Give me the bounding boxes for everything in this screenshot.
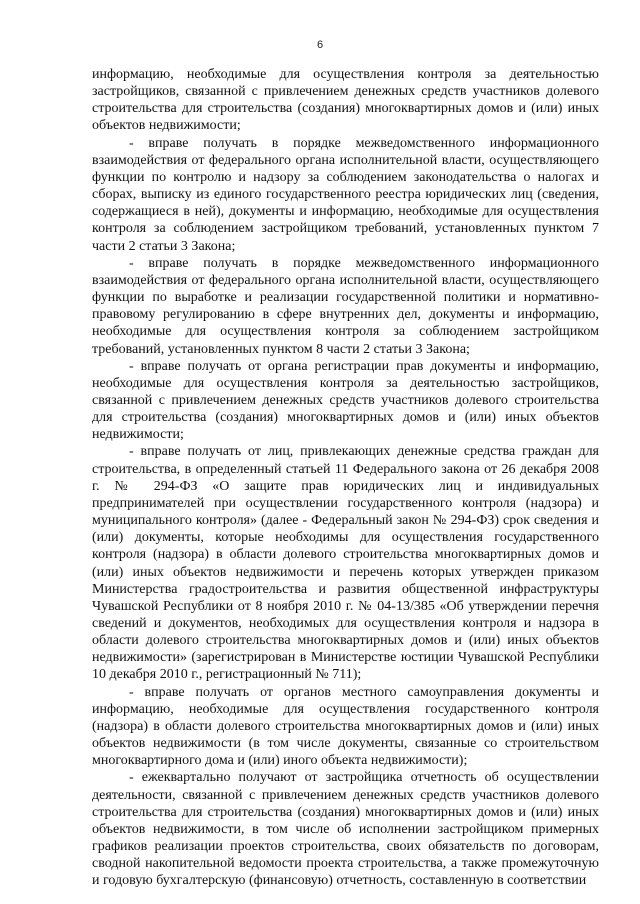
paragraph-internal-affairs-request: - вправе получать в порядке межведомственного информационного взаимодействия от федерального органа исполнительной власти, осуществляющего функции по выработке и реализации государственной политики и нормативно-правовому регулированию в сфере внутренних дел, документы и информацию, необходимые для осуществления контроля за соблюдением застройщиком требований, установленных пунктом 8 части 2 статьи 3 Закона; [92, 255, 599, 357]
paragraph-quarterly-reporting: - ежеквартально получают от застройщика отчетность об осуществлении деятельности, связанной с привлечением денежных средств участников долевого строительства для строительства (создания) многоквартирных домов и (или) иных объектов недвижимости, в том числе об исполнении застройщиком примерных графиков реализации проектов строительства, своих обязательств по договорам, сводной накопительной ведомости проекта строительства, а также промежуточную и годовую бухгалтерскую (финансовую) отчетность, составленную в соответствии [92, 770, 599, 889]
document-body [92, 66, 599, 890]
page-number: 6 [316, 39, 324, 51]
paragraph-local-government-request: - вправе получать от органов местного самоуправления документы и информацию, необходимые для осуществления государственного контроля (надзора) в области долевого строительства многоквартирных домов и (или) иных объектов недвижимости (в том числе документы, связанные со строительством многоквартирного дома и (или) иного объекта недвижимости); [92, 684, 599, 769]
paragraph-registration-authority-request: - вправе получать от органа регистрации прав документы и информацию, необходимые для осуществления контроля за деятельностью застройщиков, связанной с привлечением денежных средств участников долевого строительства для строительства (создания) многоквартирных домов и (или) иных объектов недвижимости; [92, 358, 599, 443]
paragraph-developers-information-request: - вправе получать от лиц, привлекающих денежные средства граждан для строительства, в определенный статьей 11 Федерального закона от 26 декабря 2008 г. № 294-ФЗ «О защите прав юридических лиц и индивидуальных предпринимателей при осуществлении государственного контроля (надзора) и муниципального контроля» (далее - Федеральный закон № 294-ФЗ) срок сведения и (или) документы, которые необходимы для осуществления государственного контроля (надзора) в области долевого строительства многоквартирных домов и (или) иных объектов недвижимости и перечень которых утвержден приказом Министерства градостроительства и развития общественной инфраструктуры Чувашской Республики от 8 ноября 2010 г. № 04-13/385 «Об утверждении перечня сведений и документов, необходимых для осуществления контроля и надзора в области долевого строительства многоквартирных домов и (или) иных объектов недвижимости» (зарегистрирован в Министерстве юстиции Чувашской Республики 10 декабря 2010 г., регистрационный № 711); [92, 444, 599, 683]
paragraph-tax-authority-request: - вправе получать в порядке межведомственного информационного взаимодействия от федерального органа исполнительной власти, осуществляющего функции по контролю и надзору за соблюдением законодательства о налогах и сборах, выписку из единого государственного реестра юридических лиц (сведения, содержащиеся в ней), документы и информацию, необходимые для осуществления контроля за соблюдением застройщиком требований, установленных пунктом 7 части 2 статьи 3 Закона; [92, 135, 599, 254]
paragraph-continued-text: информацию, необходимые для осуществления контроля за деятельностью застройщиков, связанной с привлечением денежных средств участников долевого строительства для строительства (создания) многоквартирных домов и (или) иных объектов недвижимости; [92, 67, 599, 134]
